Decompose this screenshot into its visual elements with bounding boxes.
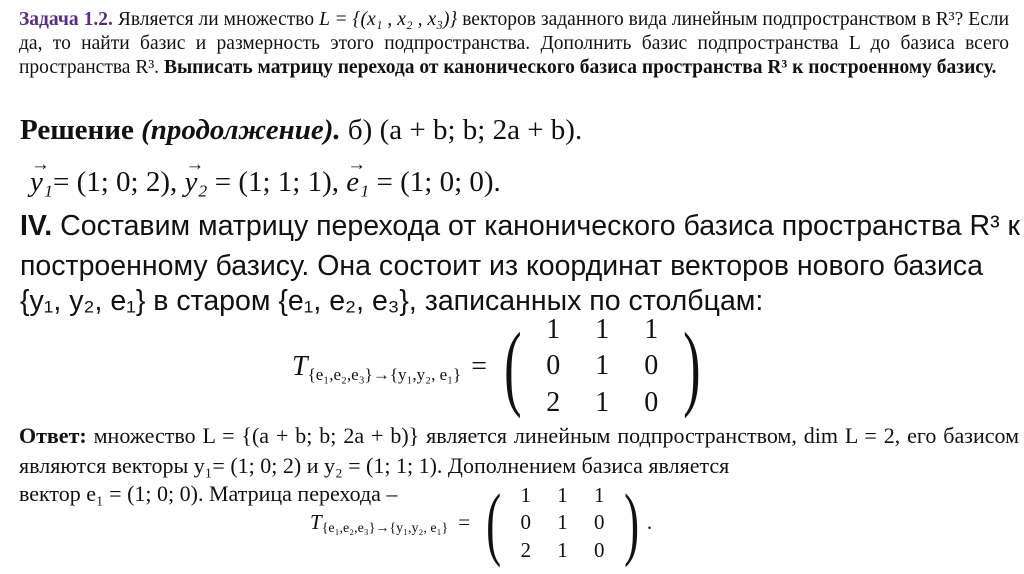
equals-sign: =	[471, 350, 488, 382]
matrix-cell: 0	[520, 510, 531, 535]
step-line-1	[20, 210, 1020, 243]
period: .	[646, 510, 653, 535]
transition-matrix-main	[292, 312, 707, 421]
task-text-after-set: векторов заданного вида линейным подпространством в R³? Если да, то найти базис и размерность этого подпространства. Дополнить базис подпространства L до базиса всего пространства R³.	[19, 9, 1010, 78]
answer-label: Ответ:	[19, 423, 87, 448]
task-set-expression: L = {(x₁ , x₂ , x₃)}	[319, 9, 458, 30]
left-paren: (	[504, 313, 522, 419]
task-label: Задача 1.2.	[19, 9, 113, 30]
equals-sign-answer: =	[458, 510, 471, 535]
step-text-1: Составим матрицу перехода от канонического базиса пространства R³ к	[60, 210, 1020, 242]
answer-block	[19, 421, 1019, 481]
matrix-cell: 1	[644, 314, 659, 345]
solution-title: Решение	[20, 114, 134, 146]
solution-case: б) (a + b; b; 2a + b).	[347, 114, 583, 146]
matrix-cell: 1	[595, 314, 610, 345]
right-paren: )	[682, 313, 701, 419]
task-text-before-set: Является ли множество	[117, 9, 315, 30]
step-line-2	[20, 250, 983, 283]
answer-text-1: множество L = {(a + b; b; 2a + b)} является линейным подпространством, dim L = 2, его базисом являются векторы y₁= (1; 0; 2) и y₂ = (1; 1; 1). Дополнением базиса является	[19, 423, 1019, 478]
task-bold-instruction: Выписать матрицу перехода от канонического базиса пространства R³ к построенному базису.	[163, 57, 997, 78]
solution-heading	[20, 114, 582, 147]
step-numeral: IV.	[20, 210, 53, 242]
matrix-cell: 0	[644, 350, 659, 382]
matrix-cell: 1	[546, 314, 561, 345]
vector-e1-symbol: → e₁	[346, 166, 369, 199]
matrix-subscript-answer: {e₁,e₂,e₃}→{y₁,y₂, e₁}	[321, 520, 449, 536]
basis-vectors	[30, 166, 501, 199]
transition-matrix-answer	[310, 477, 653, 568]
matrix-cell: 1	[593, 483, 605, 507]
matrix-cell: 1	[520, 483, 531, 507]
matrix-symbol: T	[292, 350, 308, 382]
matrix-cell: 1	[595, 386, 610, 418]
matrix-cell: 1	[595, 350, 610, 382]
vector-y1-symbol: → y₁	[30, 166, 53, 199]
matrix-cell: 2	[520, 537, 531, 562]
step-text-3: {y₁, y₂, e₁} в старом {e₁, e₂, e₃}, записанных по столбцам:	[20, 285, 764, 317]
matrix-cell: 0	[593, 510, 605, 535]
vector-y2-symbol: → y₂	[185, 166, 208, 199]
matrix-cell: 0	[593, 537, 605, 562]
step-text-2: построенному базису. Она состоит из координат векторов нового базиса	[20, 250, 984, 282]
solution-note: (продолжение).	[141, 114, 341, 146]
vector-y1-value: = (1; 0; 2),	[52, 166, 178, 198]
vector-y2-value: = (1; 1; 1),	[214, 166, 340, 198]
task-statement	[19, 8, 1009, 80]
answer-text-2: вектор e₁ = (1; 0; 0). Матрица перехода –	[19, 481, 398, 506]
matrix-grid	[529, 312, 676, 421]
matrix-grid-answer	[507, 482, 617, 564]
matrix-cell: 0	[546, 350, 561, 382]
matrix-cell: 1	[557, 483, 568, 507]
matrix-symbol-answer: T	[310, 510, 322, 535]
matrix-subscript: {e₁,e₂,e₃}→{y₁,y₂, e₁}	[307, 364, 462, 384]
matrix-cell: 2	[546, 386, 561, 418]
vector-e1-value: = (1; 0; 0).	[376, 166, 501, 198]
matrix-cell: 1	[557, 510, 568, 535]
left-paren-answer: (	[486, 477, 502, 568]
matrix-cell: 0	[644, 386, 659, 418]
right-paren-answer: )	[623, 477, 639, 568]
matrix-cell: 1	[557, 537, 568, 562]
